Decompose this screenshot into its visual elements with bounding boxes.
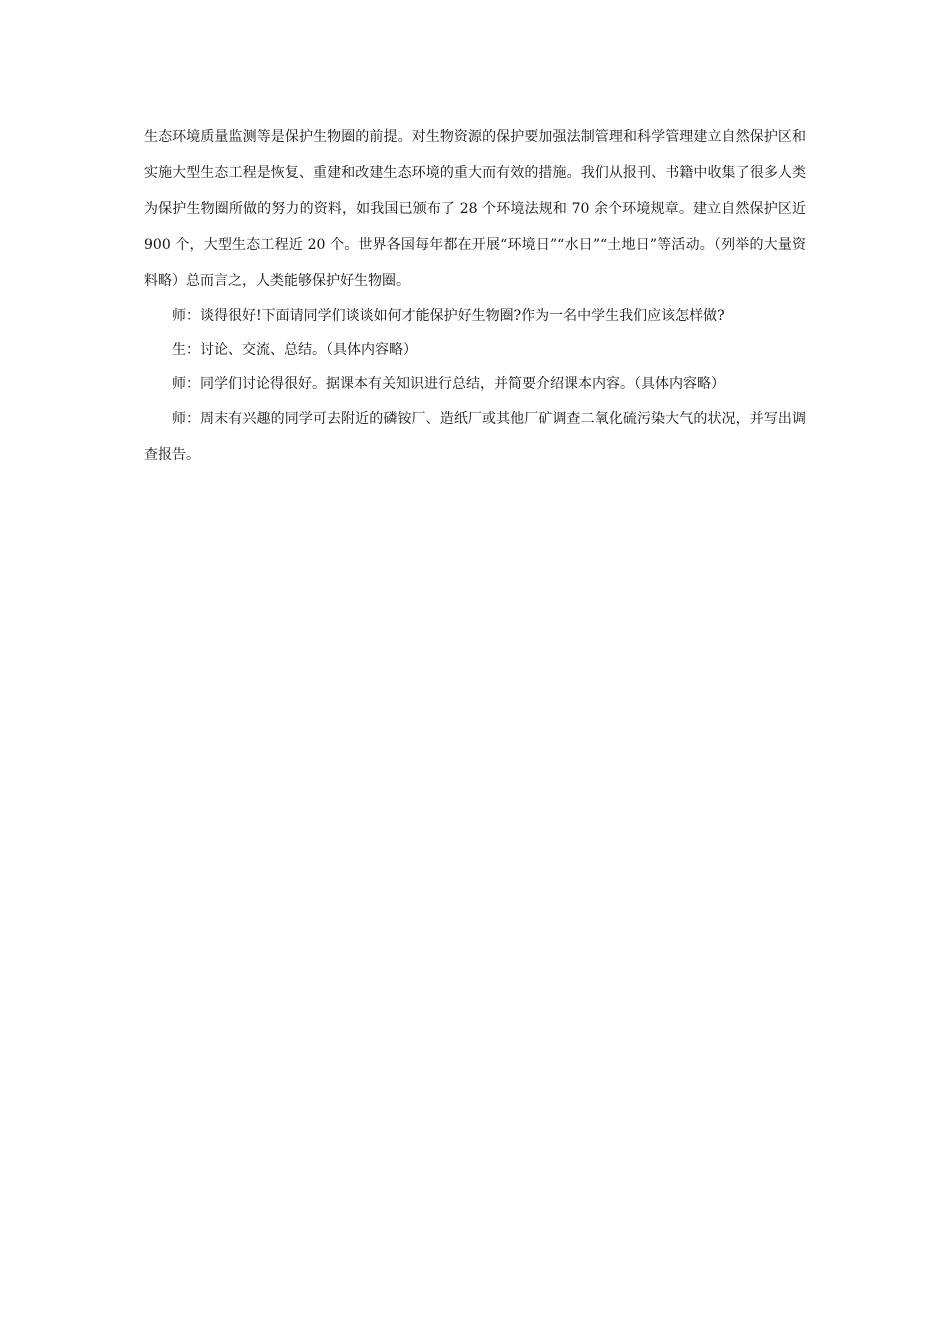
paragraph-teacher-question: 师：谈得很好!下面请同学们谈谈如何才能保护好生物圈?作为一名中学生我们应该怎样做?	[172, 308, 725, 324]
paragraph-homework-assignment: 师：周末有兴趣的同学可去附近的磷铵厂、造纸厂或其他厂矿调查二氧化硫污染大气的状况，并写出调查报告。	[144, 411, 806, 463]
paragraph-protection-measures: 生态环境质量监测等是保护生物圈的前提。对生物资源的保护要加强法制管理和科学管理建立自然保护区和实施大型生态工程是恢复、重建和改建生态环境的重大而有效的措施。我们从报刊、书籍中收集了很多人类为保护生物圈所做的努力的资料，如我国已颁布了 28 个环境法规和 70 余个环境规章。建立自然保护区近 900 个，大型生态工程近 20 个。世界各国每年都在开展“环境日”“水日”“土地日”等活动。（列举的大量资料略）总而言之，人类能够保护好生物圈。	[144, 129, 806, 289]
document-body	[144, 119, 806, 473]
paragraph-student-discussion: 生：讨论、交流、总结。（具体内容略）	[172, 342, 417, 358]
paragraph-teacher-summary: 师：同学们讨论得很好。据课本有关知识进行总结，并简要介绍课本内容。（具体内容略）	[172, 376, 725, 392]
